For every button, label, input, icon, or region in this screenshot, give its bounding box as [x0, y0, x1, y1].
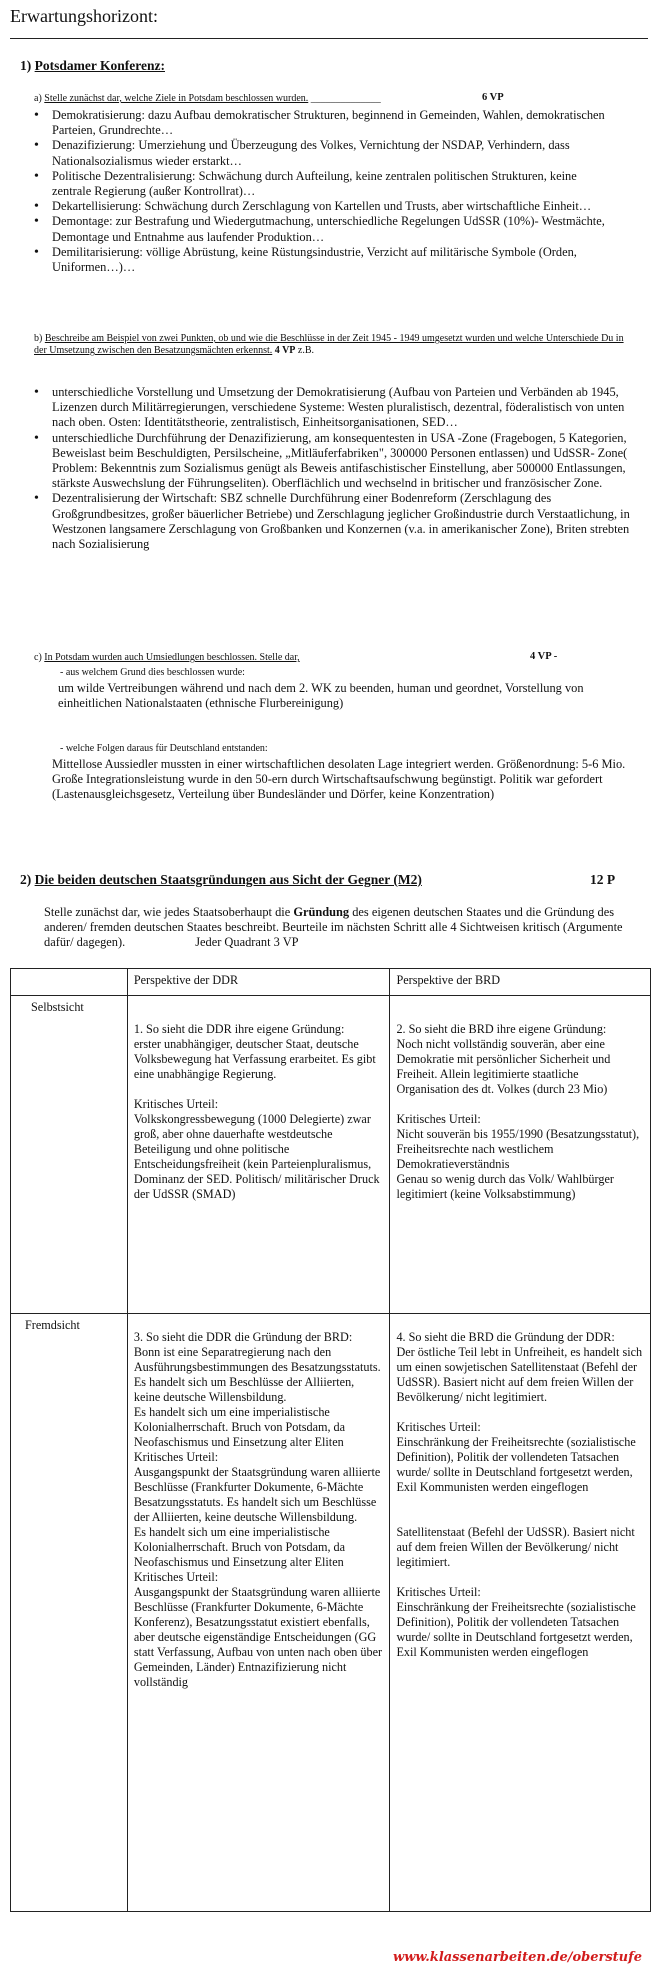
task-c-question-1: - aus welchem Grund dies beschlossen wurde:	[60, 667, 245, 678]
implementation-list-item: • unterschiedliche Durchführung der Denazifizierung, am konsequentesten in USA -Zone (Fragebogen, 5 Kategorien, Beweislast beim Beschuldigten, Persilscheine, „Mitläuferfabriken", 300000 Personen entlassen) und UdSSR- Zone( Problem: Bekenntnis zum Sozialismus genügt als Beweis antifaschistischer Einstellung, aber 500000 Entlassungen, stärkste Auswechslung der Führungseliten). Oberflächlich und wechselnd in britischer und französischer Zone.	[30, 431, 630, 492]
table-corner-cell	[11, 969, 128, 996]
section2-intro: Stelle zunächst dar, wie jedes Staatsoberhaupt die Gründung des eigenen deutschen Staates und die Gründung des anderen/ fremden deutschen Staates beschreibt. Beurteile im nächsten Schritt alle 4 Sichtweisen kritisch (Argumente dafür/ dagegen). Jeder Quadrant 3 VP	[44, 905, 623, 950]
perspectives-table	[10, 968, 651, 1912]
quadrant-2-brd-self: 2. So sieht die BRD ihre eigene Gründung: Noch nicht vollständig souverän, aber eine Demokratie mit persönlicher Sicherheit und Freiheit. Allein legitimierte staatliche Organisation des dt. Volkes (durch 23 Mio) Kritisches Urteil: Nicht souverän bis 1955/1990 (Besatzungsstatut), Freiheitsrechte nach westlichem Demokratieverständnis Genau so wenig durch das Volk/ Wahlbürger legitimiert (keine Volksabstimmung)	[390, 996, 651, 1314]
column-header-brd: Perspektive der BRD	[390, 969, 651, 996]
implementation-list-item: • unterschiedliche Vorstellung und Umsetzung der Demokratisierung (Aufbau von Parteien und Verbänden ab 1945, Lizenzen durch Militärregierungen, verschiedene Systeme: Westen pluralistisch, dezentral, föderalistisch von unten nach oben. Osten: Identitätstheorie, zentralistisch, Einheitsorganisationen, SED…	[30, 385, 630, 431]
quadrant-3-ddr-on-brd: 3. So sieht die DDR die Gründung der BRD: Bonn ist eine Separatregierung nach den Ausführungsbestimmungen des Besatzungsstatuts. Es handelt sich um Beschlüsse der Alliierten, keine deutsche Willensbildung. Es handelt sich um eine imperialistische Kolonialherrschaft. Bruch von Potsdam, da Neofaschismus und Einsetzung alter Eliten Kritisches Urteil: Ausgangspunkt der Staatsgründung waren alliierte Beschlüsse (Frankfurter Dokumente, 6-Mächte Besatzungsstatuts. Es handelt sich um Beschlüsse der Alliierten, keine deutsche Willensbildung. Es handelt sich um eine imperialistische Kolonialherrschaft. Bruch von Potsdam, da Neofaschismus und Einsetzung alter Eliten Kritisches Urteil: Ausgangspunkt der Staatsgründung waren alliierte Beschlüsse (Frankfurter Dokumente, 6-Mächte Konferenz), Besatzungsstatut existiert ebenfalls, aber deutsche eigenständige Entscheidungen (GG statt Verfassung, Aufbau von unten nach oben über Gemeinden, Länder) Entnazifizierung nicht vollständig	[127, 1314, 390, 1912]
section1-title: Potsdamer Konferenz:	[34, 58, 165, 73]
implementation-list	[30, 385, 630, 552]
section2-heading: 2) Die beiden deutschen Staatsgründungen aus Sicht der Gegner (M2)	[20, 872, 422, 887]
goal-list-item: • Demokratisierung: dazu Aufbau demokratischer Strukturen, beginnend in Gemeinden, Wahlen, demokratischen Parteien, Grundrechte…	[30, 108, 610, 138]
quadrant-1-ddr-self: 1. So sieht die DDR ihre eigene Gründung: erster unabhängiger, deutscher Staat, deutsche Volksbewegung hat Verfassung erarbeitet. Es gibt eine unabhängige Regierung. Kritisches Urteil: Volkskongressbewegung (1000 Delegierte) zwar groß, aber ohne dauerhafte westdeutsche Beteiligung und ohne politische Entscheidungsfreiheit (kein Parteienpluralismus, Dominanz der SED. Politisch/ militärischer Druck der UdSSR (SMAD)	[127, 996, 390, 1314]
task-c-answer-2: Mittellose Aussiedler mussten in einer wirtschaftlichen desolaten Lage integriert werden. Größenordnung: 5-6 Mio. Große Integrationsleistung wurde in den 50-ern durch Wirtschaftsaufschwung begünstigt. Politik war gefordert (Lastenausgleichsgesetz, Verteilung über Bundesländer und Dörfer, keine Konzentration)	[52, 757, 626, 802]
section1-heading: 1) Potsdamer Konferenz:	[20, 58, 165, 73]
task-c-answer-1: um wilde Vertreibungen während und nach dem 2. WK zu beenden, human und geordnet, Vorstellung von einheitlichen Nationalstaaten (ethnische Flurbereinigung)	[58, 681, 584, 711]
source-link[interactable]: www.klassenarbeiten.de/oberstufe	[393, 1950, 642, 1965]
table-row-other	[11, 1314, 651, 1912]
task-c-question-2: - welche Folgen daraus für Deutschland entstanden:	[60, 743, 268, 754]
goal-list-item: • Dekartellisierung: Schwächung durch Zerschlagung von Kartellen und Trusts, aber wirtschaftliche Einheit…	[30, 199, 610, 214]
goal-list-item: • Demilitarisierung: völlige Abrüstung, keine Rüstungsindustrie, Verzicht auf militärische Symbole (Orden, Uniformen…)…	[30, 245, 610, 275]
task-c-points: 4 VP -	[530, 651, 558, 662]
section2-title: Die beiden deutschen Staatsgründungen aus Sicht der Gegner (M2)	[34, 872, 422, 887]
task-b: b) Beschreibe am Beispiel von zwei Punkten, ob und wie die Beschlüsse in der Zeit 1945 - 1949 umgesetzt wurden und welche Unterschiede Du in der Umsetzung zwischen den Besatzungsmächten erkennst. 4 VP z.B.	[34, 333, 624, 356]
row-header-self: Selbstsicht	[11, 996, 128, 1314]
task-a-points: 6 VP	[482, 92, 504, 103]
table-header-row	[11, 969, 651, 996]
goal-list-item: • Demontage: zur Bestrafung und Wiedergutmachung, unterschiedliche Regelungen UdSSR (10%)- Westmächte, Demontage und Entnahme aus laufender Produktion…	[30, 214, 610, 244]
section2-points: 12 P	[590, 872, 616, 887]
task-b-points: 4 VP	[274, 345, 296, 356]
goals-list	[30, 108, 610, 275]
row-header-other: Fremdsicht	[11, 1314, 128, 1912]
goal-list-item: • Politische Dezentralisierung: Schwächung durch Aufteilung, keine zentralen politischen Strukturen, keine zentrale Regierung (außer Kontrollrat)…	[30, 169, 610, 199]
page-title: Erwartungshorizont:	[10, 6, 158, 26]
section2-quadrant-points: Jeder Quadrant 3 VP	[195, 935, 299, 950]
title-divider	[10, 38, 648, 39]
task-a: a) Stelle zunächst dar, welche Ziele in Potsdam beschlossen wurden. ______________	[34, 93, 381, 104]
implementation-list-item: • Dezentralisierung der Wirtschaft: SBZ schnelle Durchführung einer Bodenreform (Zerschlagung des Großgrundbesitzes, großer bäuerlicher Betriebe) und Zerschlagung jeglicher Großindustrie durch Verstaatlichung, in Westzonen langsamere Zerschlagung von Großbanken und Konzernen (v.a. in amerikanischer Zone), Briten strebten nach Sozialisierung	[30, 491, 630, 552]
quadrant-4-brd-on-ddr: 4. So sieht die BRD die Gründung der DDR: Der östliche Teil lebt in Unfreiheit, es handelt sich um einen sowjetischen Satellitenstaat (Befehl der UdSSR). Basiert nicht auf dem freien Willen der Bevölkerung/ nicht legitimiert. Kritisches Urteil: Einschränkung der Freiheitsrechte (sozialistische Definition), Politik der vollendeten Tatsachen wurde/ sollte in Deutschland fortgesetzt werden, Exil Kommunisten werden eingeflogen Satellitenstaat (Befehl der UdSSR). Basiert nicht auf dem freien Willen der Bevölkerung/ nicht legitimiert. Kritisches Urteil: Einschränkung der Freiheitsrechte (sozialistische Definition), Politik der vollendeten Tatsachen wurde/ sollte in Deutschland fortgesetzt werden, Exil Kommunisten werden eingeflogen	[390, 1314, 651, 1912]
task-c: c) In Potsdam wurden auch Umsiedlungen beschlossen. Stelle dar,	[34, 652, 300, 663]
goal-list-item: • Denazifizierung: Umerziehung und Überzeugung des Volkes, Vernichtung der NSDAP, Verhindern, dass Nationalsozialismus wieder erstarkt…	[30, 138, 610, 168]
column-header-ddr: Perspektive der DDR	[127, 969, 390, 996]
table-row-self	[11, 996, 651, 1314]
